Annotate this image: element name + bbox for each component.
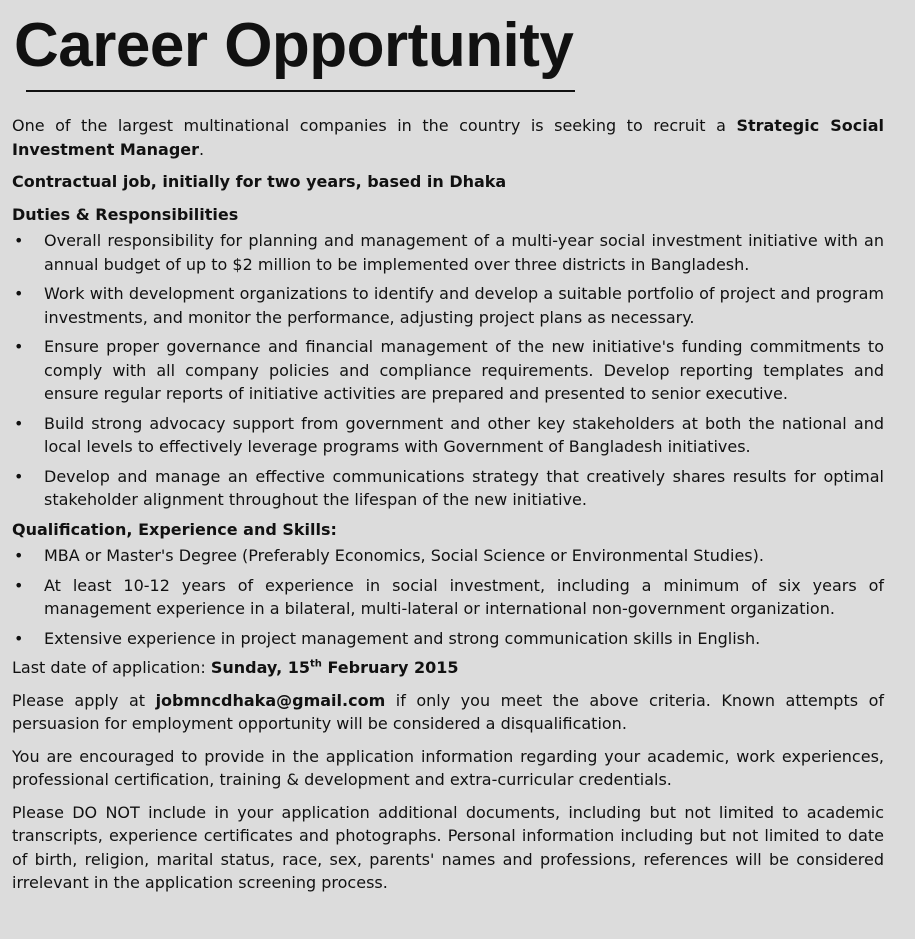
position-title: Strategic Social Investment Manager xyxy=(12,116,884,159)
deadline-line: Last date of application: Sunday, 15th February 2015 xyxy=(12,658,459,677)
bullet-icon: • xyxy=(14,575,24,595)
apply-paragraph: Please apply at jobmncdhaka@gmail.com if only you meet the above criteria. Known attempts of persuasion for employment opportunity will be considered a disqualification. xyxy=(12,690,884,733)
bullet-icon: • xyxy=(14,466,24,486)
list-item: • Overall responsibility for planning and management of a multi-year social investment initiative with an annual budget of up to $2 million to be implemented over three districts in Bangladesh. xyxy=(14,231,884,274)
bullet-icon: • xyxy=(14,628,24,648)
bullet-icon: • xyxy=(14,413,24,433)
deadline-date: Sunday, 15th February 2015 xyxy=(210,658,459,677)
duties-heading: Duties & Responsibilities xyxy=(12,204,239,224)
intro-paragraph: One of the largest multinational companies in the country is seeking to recruit a Strategic Social Investment Manager. xyxy=(12,116,884,159)
bullet-icon: • xyxy=(14,546,24,565)
list-item: • MBA or Master's Degree (Preferably Economics, Social Science or Environmental Studies). xyxy=(12,544,884,568)
bullet-icon: • xyxy=(14,337,24,356)
donot-paragraph: Please DO NOT include in your application additional documents, including but not limited to academic transcripts, experience certificates and photographs. Personal information including but not limited to date of birth, religion, marital status, race, sex, parents' names and professions, references will be considered irrelevant in the application screening process. xyxy=(12,802,884,892)
list-item: • Build strong advocacy support from government and other key stakeholders at both the national and local levels to effectively leverage programs with Government of Bangladesh initiatives. xyxy=(14,413,884,456)
bullet-icon: • xyxy=(14,231,24,250)
bullet-icon: • xyxy=(14,284,24,303)
title-underline xyxy=(26,90,575,92)
duties-list xyxy=(12,229,884,512)
list-item: • Develop and manage an effective communications strategy that creatively shares results for optimal stakeholder alignment throughout the lifespan of the new initiative. xyxy=(14,466,884,509)
list-item: • Extensive experience in project management and strong communication skills in English. xyxy=(12,627,884,651)
ad-body xyxy=(12,114,884,904)
contract-line: Contractual job, initially for two years, based in Dhaka xyxy=(12,172,507,191)
qualifications-heading: Qualification, Experience and Skills: xyxy=(12,519,337,539)
page-title: Career Opportunity xyxy=(14,11,574,80)
apply-email: jobmncdhaka@gmail.com xyxy=(155,690,386,710)
encourage-paragraph: You are encouraged to provide in the application information regarding your academic, work experiences, professional certification, training & development and extra-curricular credentials. xyxy=(12,746,884,789)
list-item: • Ensure proper governance and financial management of the new initiative's funding commitments to comply with all company policies and compliance requirements. Develop reporting templates and ensure regular reports of initiative activities are prepared and presented to senior executive. xyxy=(14,337,884,403)
list-item: • At least 10-12 years of experience in social investment, including a minimum of six years of management experience in a bilateral, multi-lateral or international non-government organization. xyxy=(14,575,884,618)
qualifications-list xyxy=(12,544,884,650)
list-item: • Work with development organizations to identify and develop a suitable portfolio of project and program investments, and monitor the performance, adjusting project plans as necessary. xyxy=(14,284,884,327)
